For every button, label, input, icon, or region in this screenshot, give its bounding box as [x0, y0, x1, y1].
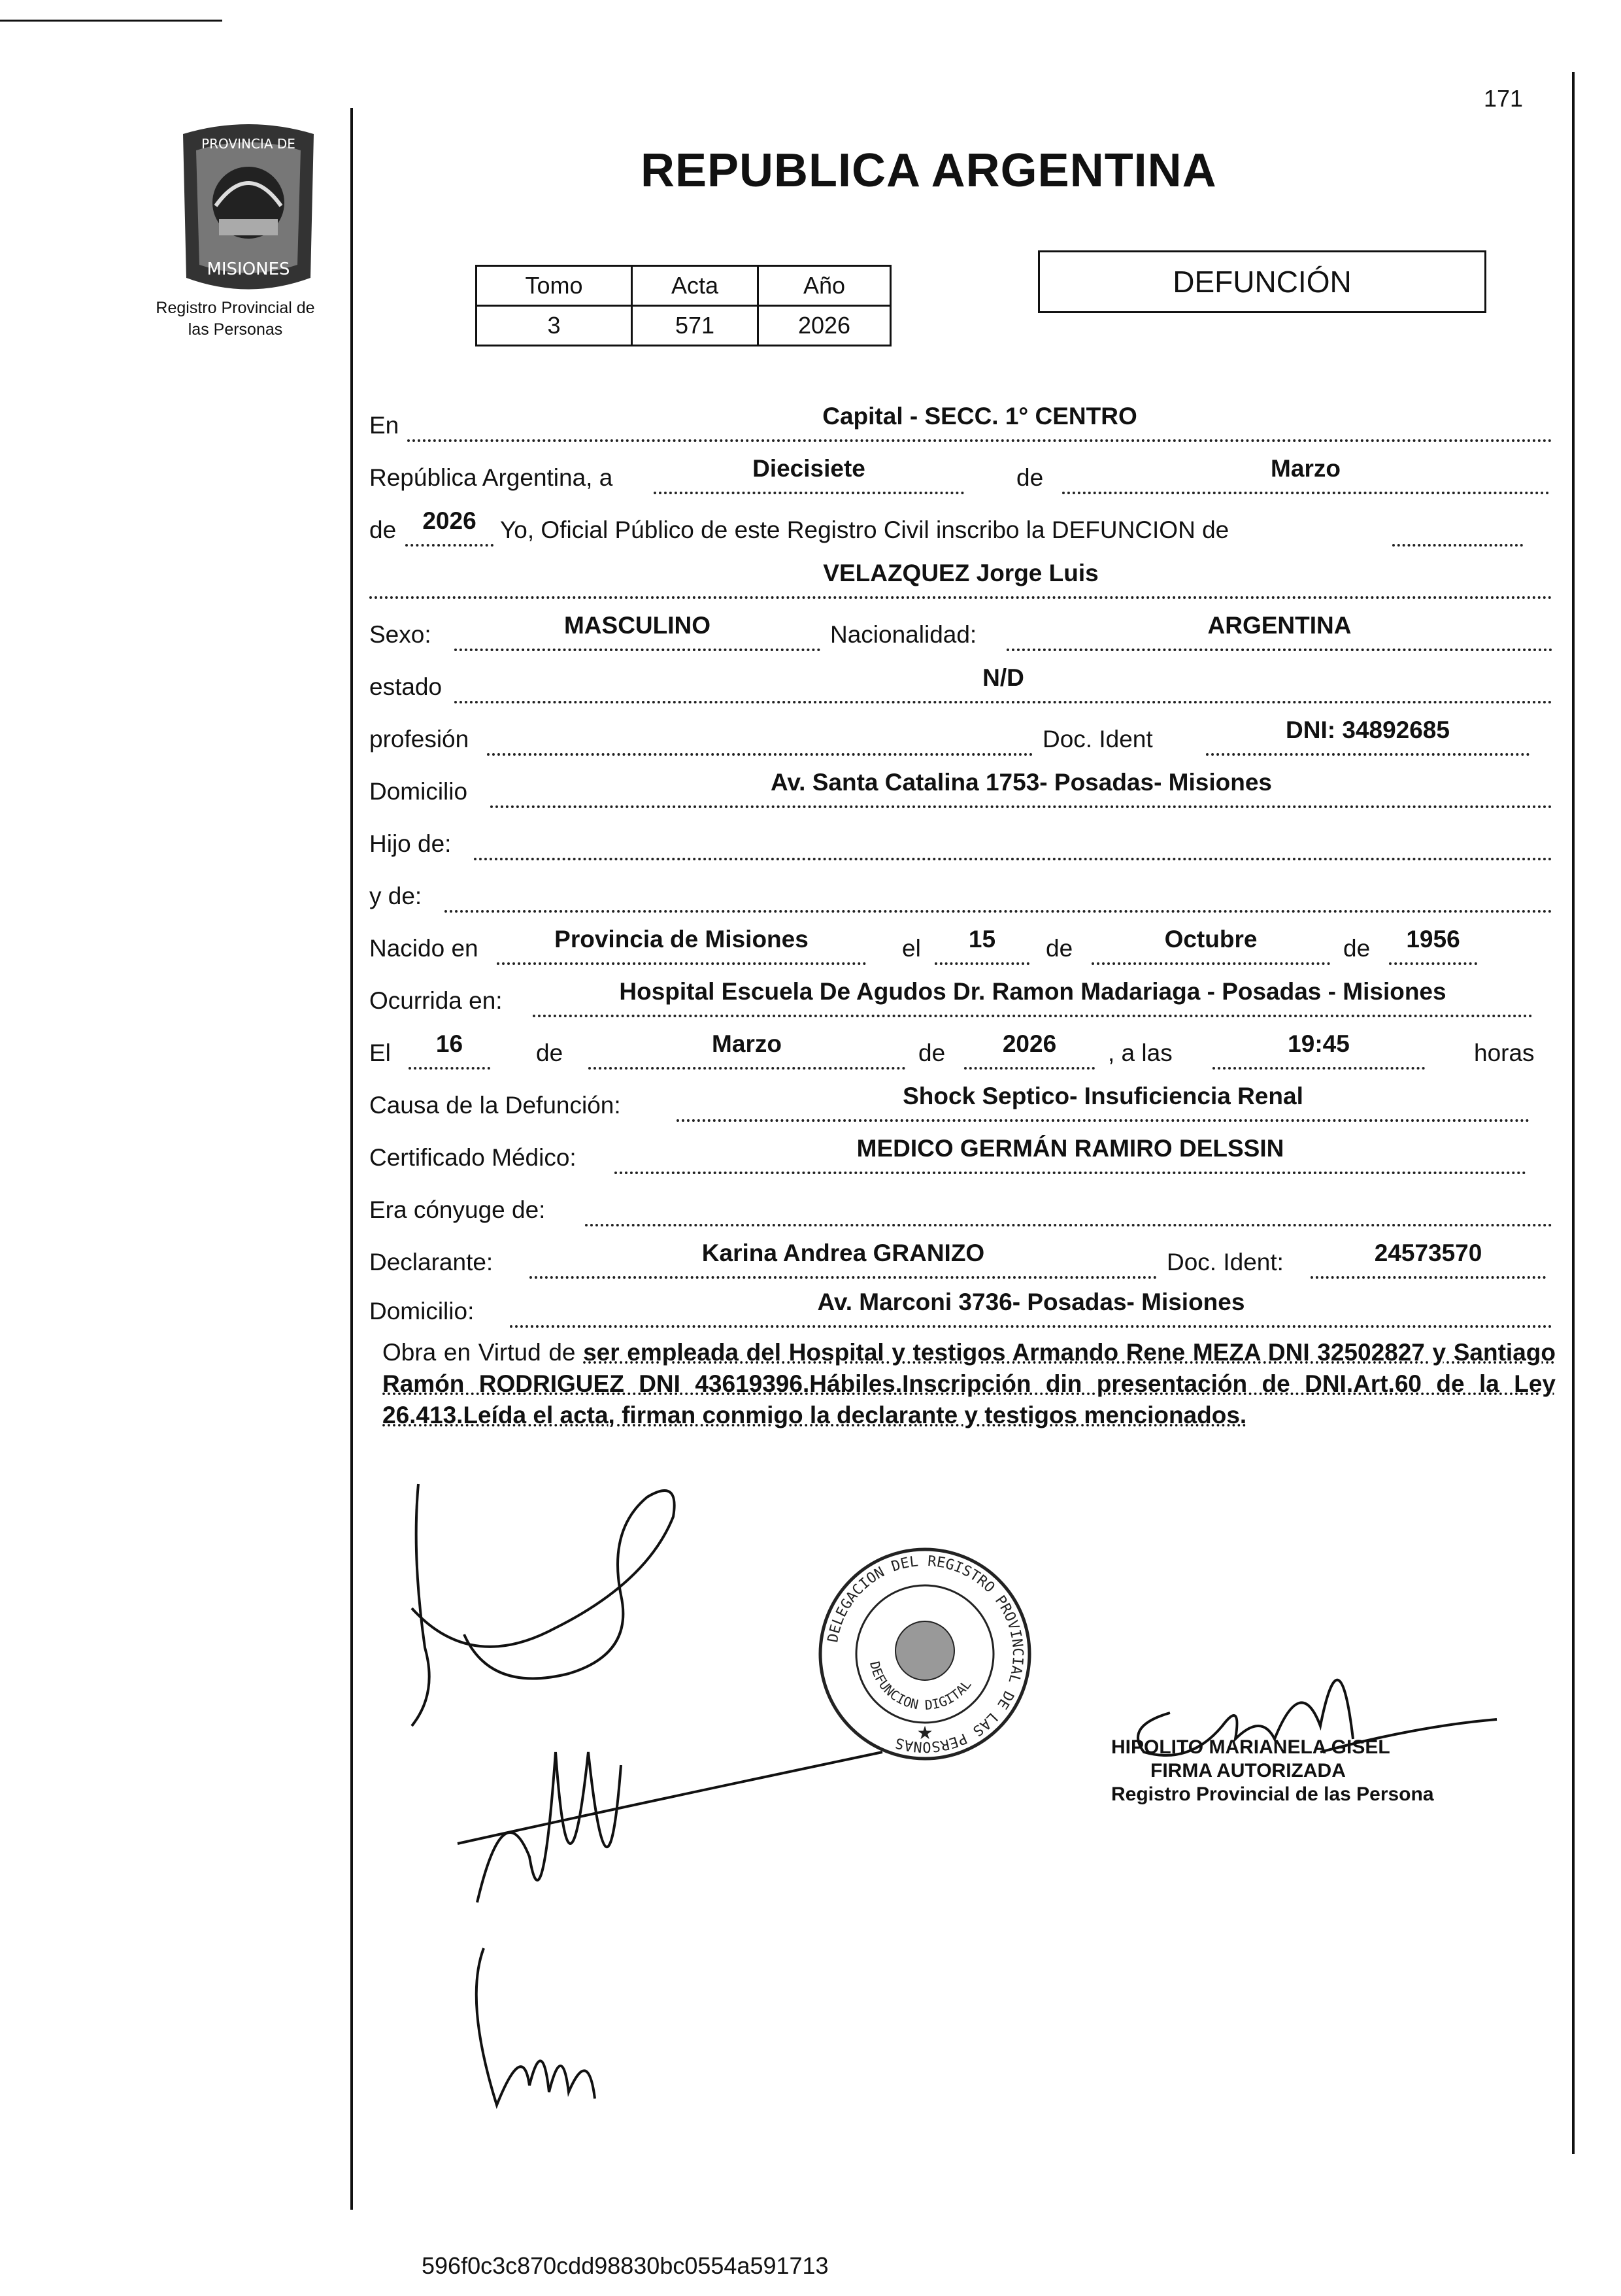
right-margin-line: [1572, 72, 1575, 2154]
yde-label: y de:: [369, 883, 422, 909]
causa-field: [677, 1080, 1529, 1122]
ocurrida-value: Hospital Escuela De Agudos Dr. Ramon Madariaga - Posadas - Misiones: [619, 978, 1446, 1005]
top-rule: [0, 20, 222, 22]
yo-text: Yo, Oficial Público de este Registro Civil inscribo la DEFUNCION de: [500, 516, 1229, 543]
cert-field: [614, 1132, 1526, 1174]
decl-doc-field: [1311, 1237, 1546, 1279]
doc-field: [1206, 714, 1529, 756]
alas-label: , a las: [1108, 1039, 1173, 1066]
nac-dia-value: 15: [968, 926, 996, 953]
obra-prefix: Obra en Virtud de: [382, 1339, 576, 1366]
row-fecha: [369, 451, 1552, 498]
province-logo: [157, 121, 340, 297]
row-hijo: [369, 817, 1552, 864]
decl-doc-label: Doc. Ident:: [1167, 1249, 1284, 1275]
registry-table: [475, 265, 892, 346]
domicilio-value: Av. Santa Catalina 1753- Posadas- Misiones: [770, 769, 1272, 796]
row-nombre: [369, 556, 1552, 603]
declarante-value: Karina Andrea GRANIZO: [701, 1240, 985, 1266]
de-label-2: de: [1046, 935, 1073, 962]
nacido-field: [497, 923, 866, 965]
profesion-field: [487, 714, 1033, 756]
hora-field: [1212, 1028, 1425, 1070]
yo-fill: [1392, 505, 1523, 547]
row-fecha-defuncion: [369, 1026, 1552, 1073]
row-en: [369, 399, 1552, 446]
sexo-label: Sexo:: [369, 621, 431, 648]
logo-bottom-text: MISIONES: [207, 260, 290, 279]
nacionalidad-label: Nacionalidad:: [830, 621, 977, 648]
estado-field: [454, 662, 1552, 703]
def-dia-value: 16: [435, 1030, 463, 1057]
domicilio-label: Domicilio: [369, 778, 468, 805]
row-declarante: [369, 1236, 1552, 1283]
de-label-4: de: [536, 1039, 563, 1066]
nac-mes-field: [1092, 923, 1330, 965]
anio-header: Año: [758, 266, 891, 306]
def-anio-field: [964, 1028, 1095, 1070]
star-icon: ★: [916, 1723, 933, 1743]
obra-text: ser empleada del Hospital y testigos Armando Rene MEZA DNI 32502827 y Santiago Ramón RODRIGUEZ DNI 43619396.Hábiles.Inscripción din presentación de DNI.Art.60 de la Ley 26.413.Leída el acta, firman conmigo la declarante y testigos mencionados.: [382, 1339, 1556, 1428]
ocurrida-field: [533, 975, 1533, 1017]
conyuge-field: [585, 1185, 1552, 1226]
cert-value: MEDICO GERMÁN RAMIRO DELSSIN: [856, 1135, 1284, 1162]
sexo-field: [454, 609, 820, 651]
profesion-label: profesión: [369, 726, 469, 752]
dia-field: [654, 452, 964, 494]
mes-field: [1062, 452, 1549, 494]
nombre-field: [369, 557, 1552, 599]
row-sexo: [369, 608, 1552, 655]
el-label: el: [902, 935, 921, 962]
nacionalidad-field: [1007, 609, 1552, 651]
row-causa: [369, 1079, 1552, 1126]
row-nacido: [369, 922, 1552, 969]
horas-label: horas: [1474, 1039, 1535, 1066]
doc-label: Doc. Ident: [1043, 726, 1153, 752]
cert-label: Certificado Médico:: [369, 1144, 577, 1171]
nac-mes-value: Octubre: [1164, 926, 1258, 953]
def-mes-field: [588, 1028, 905, 1070]
signatory-org: Registro Provincial de las Persona: [1111, 1783, 1434, 1805]
dia-value: Diecisiete: [752, 455, 865, 482]
nacionalidad-value: ARGENTINA: [1207, 612, 1352, 639]
document-title: REPUBLICA ARGENTINA: [641, 144, 1217, 197]
hijo-field: [474, 819, 1552, 860]
nac-dia-field: [935, 923, 1029, 965]
org-name: [131, 297, 340, 341]
def-dia-field: [409, 1028, 490, 1070]
official-seal: [814, 1543, 1036, 1765]
de-label-1: de: [1016, 464, 1044, 491]
logo-top-text: PROVINCIA DE: [201, 136, 295, 152]
en-field: [407, 400, 1552, 442]
yde-field: [444, 871, 1552, 913]
row-yo: [369, 503, 1552, 550]
de-label-3: de: [1343, 935, 1371, 962]
row-domicilio: [369, 765, 1552, 812]
mes-value: Marzo: [1271, 455, 1341, 482]
tomo-header: Tomo: [476, 266, 632, 306]
republica-label: República Argentina, a: [369, 464, 613, 491]
ocurrida-label: Ocurrida en:: [369, 987, 503, 1014]
tomo-value: 3: [476, 306, 632, 346]
signature-declarante: [412, 1484, 675, 1726]
estado-value: N/D: [982, 664, 1024, 691]
nac-anio-field: [1389, 923, 1477, 965]
el-label-2: El: [369, 1039, 391, 1066]
obra-paragraph: [382, 1337, 1556, 1431]
en-value: Capital - SECC. 1° CENTRO: [822, 403, 1137, 430]
anio-value: 2026: [422, 507, 476, 534]
doc-value: DNI: 34892685: [1286, 717, 1450, 743]
row-conyuge: [369, 1183, 1552, 1230]
domicilio-field: [490, 766, 1552, 808]
document-hash: 596f0c3c870cdd98830bc0554a591713: [422, 2252, 829, 2279]
estado-label: estado: [369, 673, 443, 700]
seal-outer-text: DELEGACION DEL REGISTRO PROVINCIAL DE LAS PERSONAS: [825, 1553, 1026, 1755]
signature-testigo-1: [458, 1752, 882, 1902]
left-margin-line: [350, 108, 353, 2210]
nacido-label: Nacido en: [369, 935, 478, 962]
de-label-5: de: [918, 1039, 946, 1066]
decl-doc-value: 24573570: [1374, 1240, 1482, 1266]
signatory-role: FIRMA AUTORIZADA: [1150, 1760, 1346, 1781]
sexo-value: MASCULINO: [563, 612, 711, 639]
nac-anio-value: 1956: [1406, 926, 1460, 953]
decl-dom-label: Domicilio:: [369, 1298, 475, 1325]
org-line-1: Registro Provincial de: [156, 299, 315, 317]
nombre-value: VELAZQUEZ Jorge Luis: [823, 560, 1099, 586]
signatory-block: [1111, 1736, 1434, 1806]
row-profesion: [369, 713, 1552, 760]
org-line-2: las Personas: [188, 320, 283, 339]
seal-inner-text: DEFUNCION DIGITAL: [866, 1659, 975, 1714]
hijo-label: Hijo de:: [369, 830, 452, 857]
row-ocurrida: [369, 974, 1552, 1021]
declarante-label: Declarante:: [369, 1249, 493, 1275]
row-certificado: [369, 1131, 1552, 1178]
nacido-value: Provincia de Misiones: [554, 926, 809, 953]
def-mes-value: Marzo: [712, 1030, 782, 1057]
declarante-field: [529, 1237, 1157, 1279]
def-anio-value: 2026: [1002, 1030, 1057, 1057]
page-number: 171: [1484, 85, 1524, 112]
acta-header: Acta: [632, 266, 758, 306]
de-label: de: [369, 516, 397, 543]
causa-value: Shock Septico- Insuficiencia Renal: [903, 1083, 1303, 1109]
row-decl-domicilio: [369, 1285, 1552, 1332]
en-label: En: [369, 412, 399, 439]
acta-value: 571: [632, 306, 758, 346]
row-estado: [369, 660, 1552, 707]
decl-dom-value: Av. Marconi 3736- Posadas- Misiones: [817, 1289, 1245, 1315]
hora-value: 19:45: [1288, 1030, 1350, 1057]
causa-label: Causa de la Defunción:: [369, 1092, 621, 1119]
signatory-name: HIPOLITO MARIANELA GISEL: [1111, 1736, 1390, 1758]
document-type: DEFUNCIÓN: [1038, 250, 1486, 313]
decl-dom-field: [510, 1286, 1552, 1328]
row-yde: [369, 869, 1552, 917]
conyuge-label: Era cónyuge de:: [369, 1196, 546, 1223]
signature-testigo-2: [476, 1948, 595, 2105]
anio-value: 2026: [758, 306, 891, 346]
anio-field: [405, 505, 493, 547]
